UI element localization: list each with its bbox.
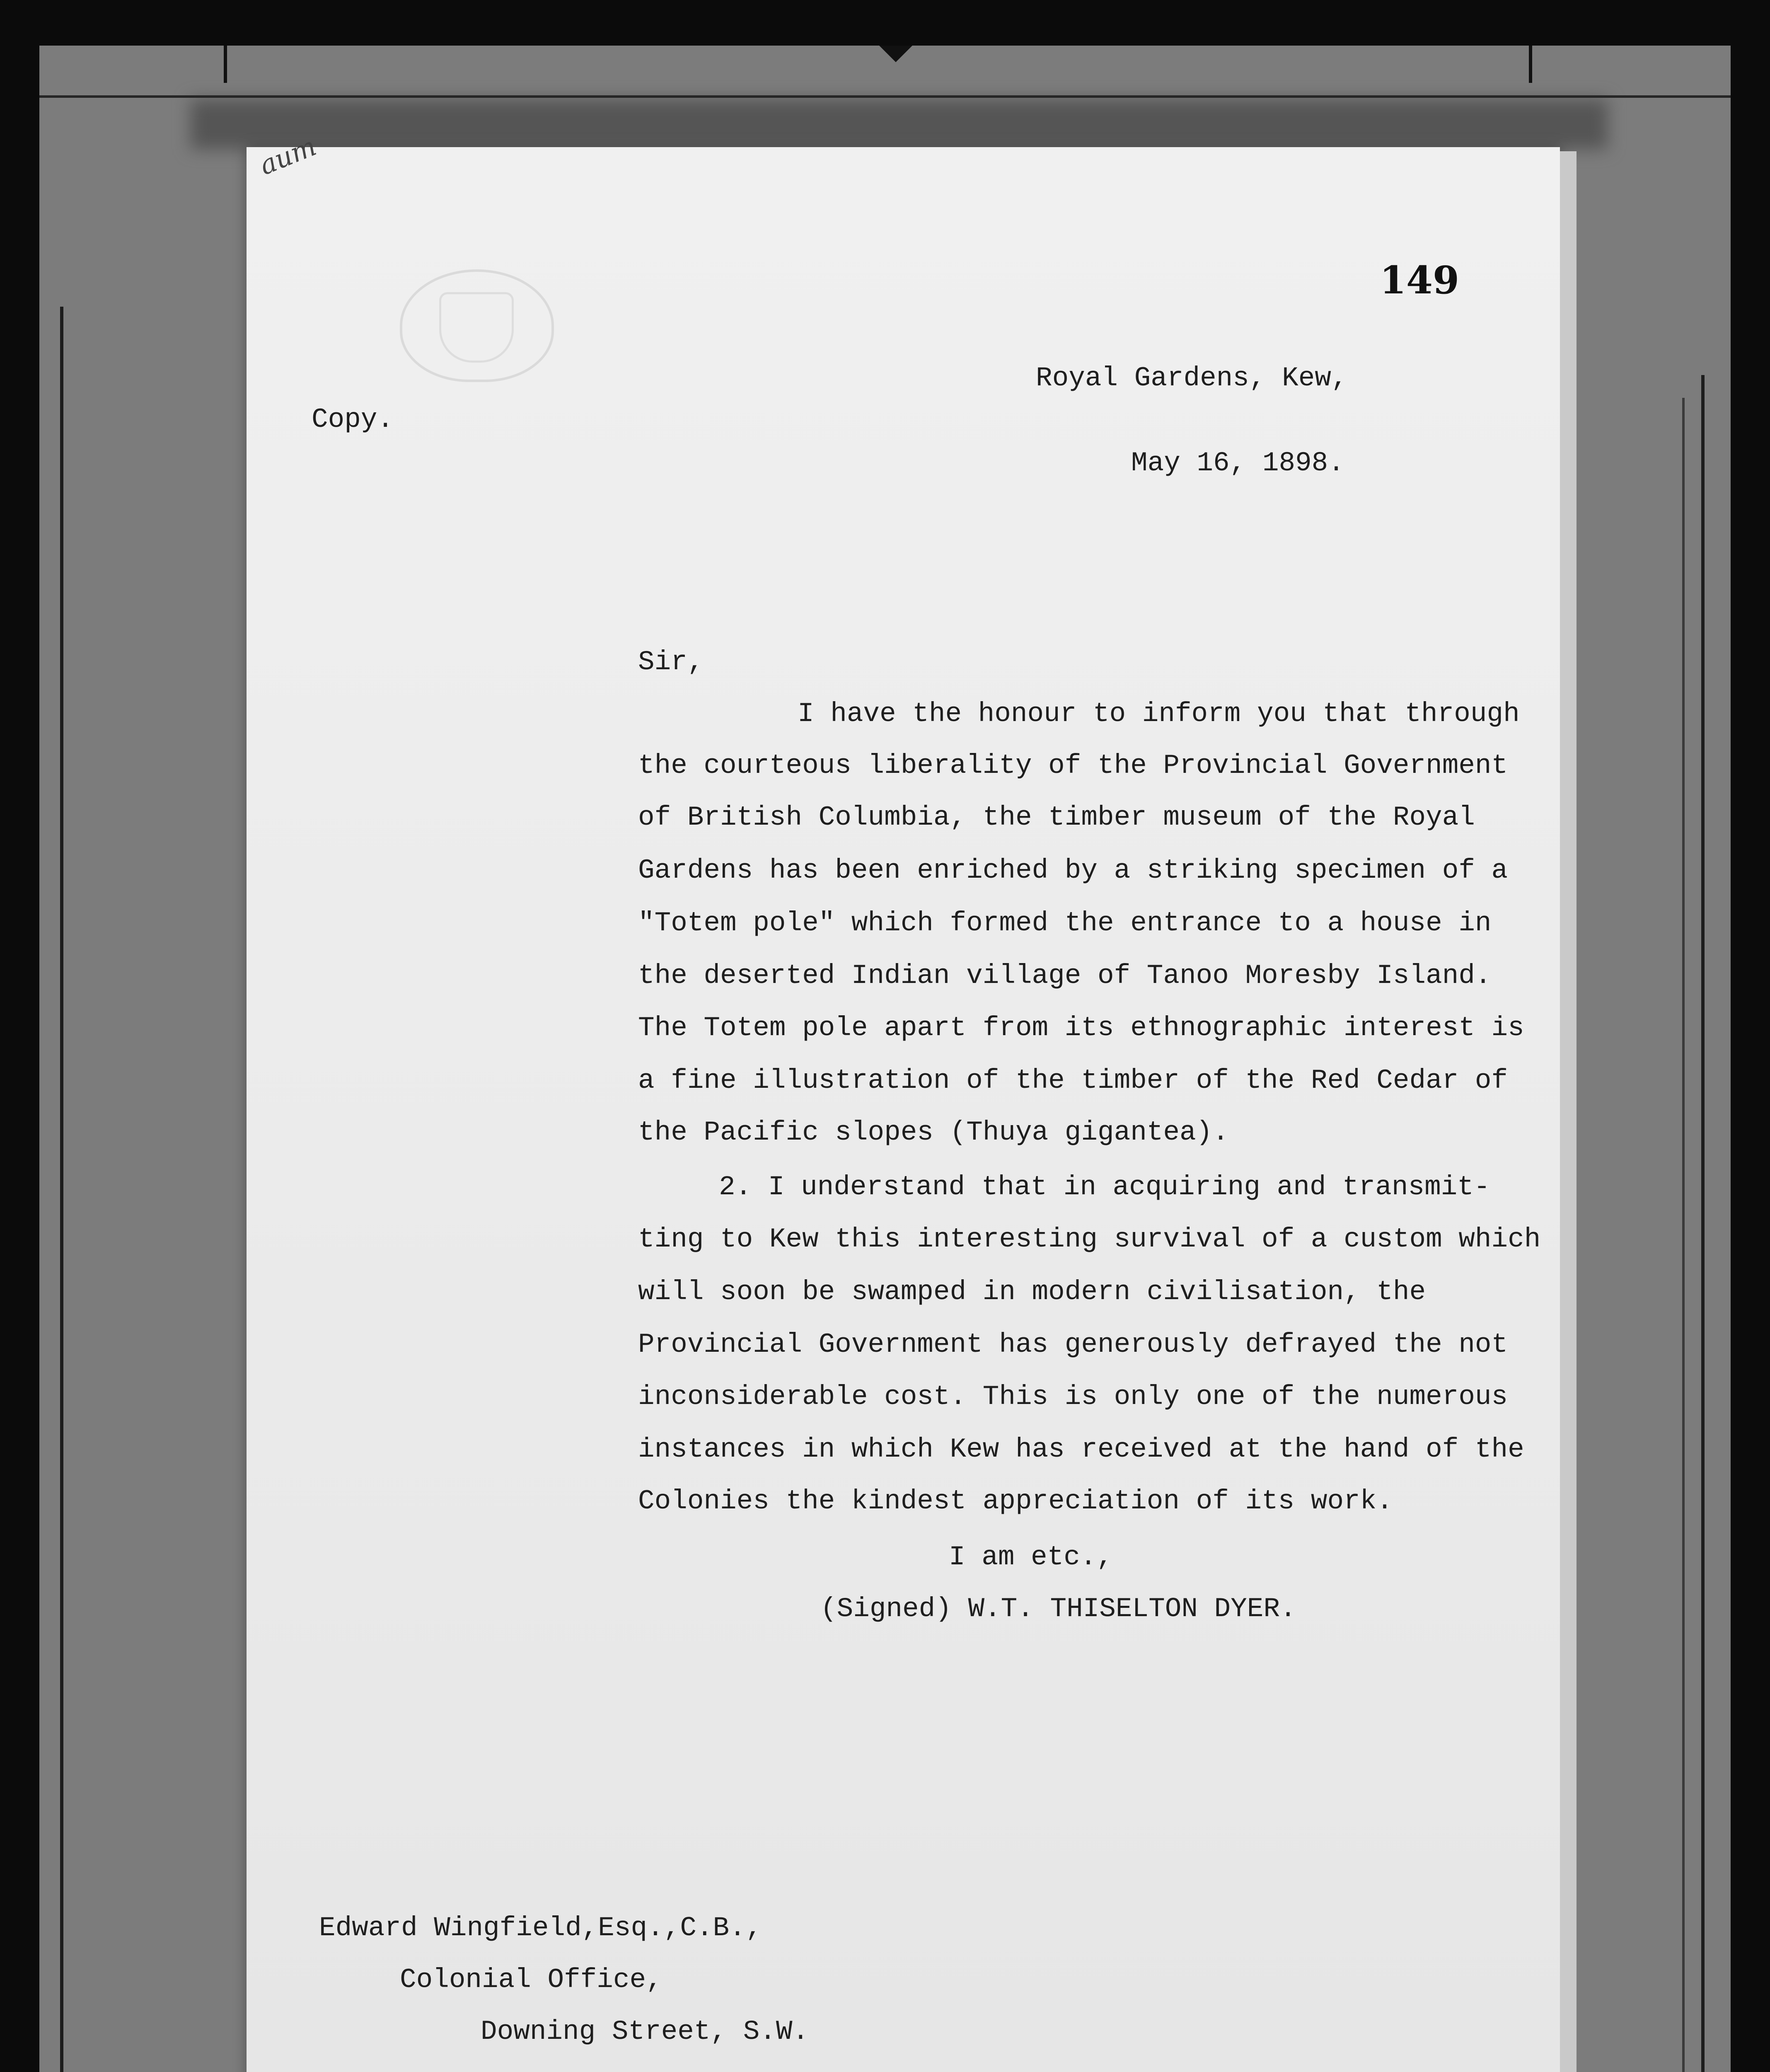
body-line: ting to Kew this interesting survival of a custom which [638,1224,1541,1255]
embossed-crest-icon [439,292,514,363]
body-line: of British Columbia, the timber museum of the Royal [638,802,1475,833]
recipient-name: Edward Wingfield,Esq.,C.B., [319,1912,762,1944]
body-line: Gardens has been enriched by a striking specimen of a [638,855,1508,886]
page-number: 149 [1380,258,1460,303]
salutation: Sir, [638,646,704,678]
body-line: "Totem pole" which formed the entrance to a house in [638,908,1492,939]
closing: I am etc., [949,1542,1113,1573]
body-line: a fine illustration of the timber of the Red Cedar of [638,1065,1508,1096]
body-line: the Pacific slopes (Thuya gigantea). [638,1117,1229,1148]
handwritten-margin-note: aum [255,131,321,182]
frame-line-right [1701,375,1705,2072]
mount-tick-left [224,46,227,83]
body-line: the courteous liberality of the Provincial Government [638,750,1508,781]
recipient-office: Colonial Office, [400,1964,663,1995]
body-line: Colonies the kindest appreciation of its work. [638,1486,1393,1517]
body-line: instances in which Kew has received at the hand of the [638,1434,1524,1465]
body-line: I have the honour to inform you that through [798,698,1520,729]
mount-notch-icon [879,46,912,62]
letter-page-edge [1560,151,1577,2072]
body-line: 2. I understand that in acquiring and transmit- [719,1172,1490,1203]
body-line: the deserted Indian village of Tanoo Moresby Island. [638,960,1492,991]
sender-address: Royal Gardens, Kew, [1036,363,1348,394]
body-line: Provincial Government has generously defrayed the not [638,1329,1508,1360]
letter-date: May 16, 1898. [1131,448,1344,479]
mount-top-line [39,95,1731,98]
frame-line-right-inner [1682,398,1685,2072]
frame-line-left [60,307,63,2072]
mount-shadow [191,99,1608,149]
body-line: The Totem pole apart from its ethnographic interest is [638,1012,1524,1043]
signature: (Signed) W.T. THISELTON DYER. [820,1593,1296,1624]
recipient-street: Downing Street, S.W. [481,2016,809,2047]
body-line: will soon be swamped in modern civilisation, the [638,1276,1426,1307]
letter-page [247,147,1560,2072]
copy-label: Copy. [312,404,394,435]
mount-tick-right [1529,46,1532,83]
body-line: inconsiderable cost. This is only one of the numerous [638,1381,1508,1412]
